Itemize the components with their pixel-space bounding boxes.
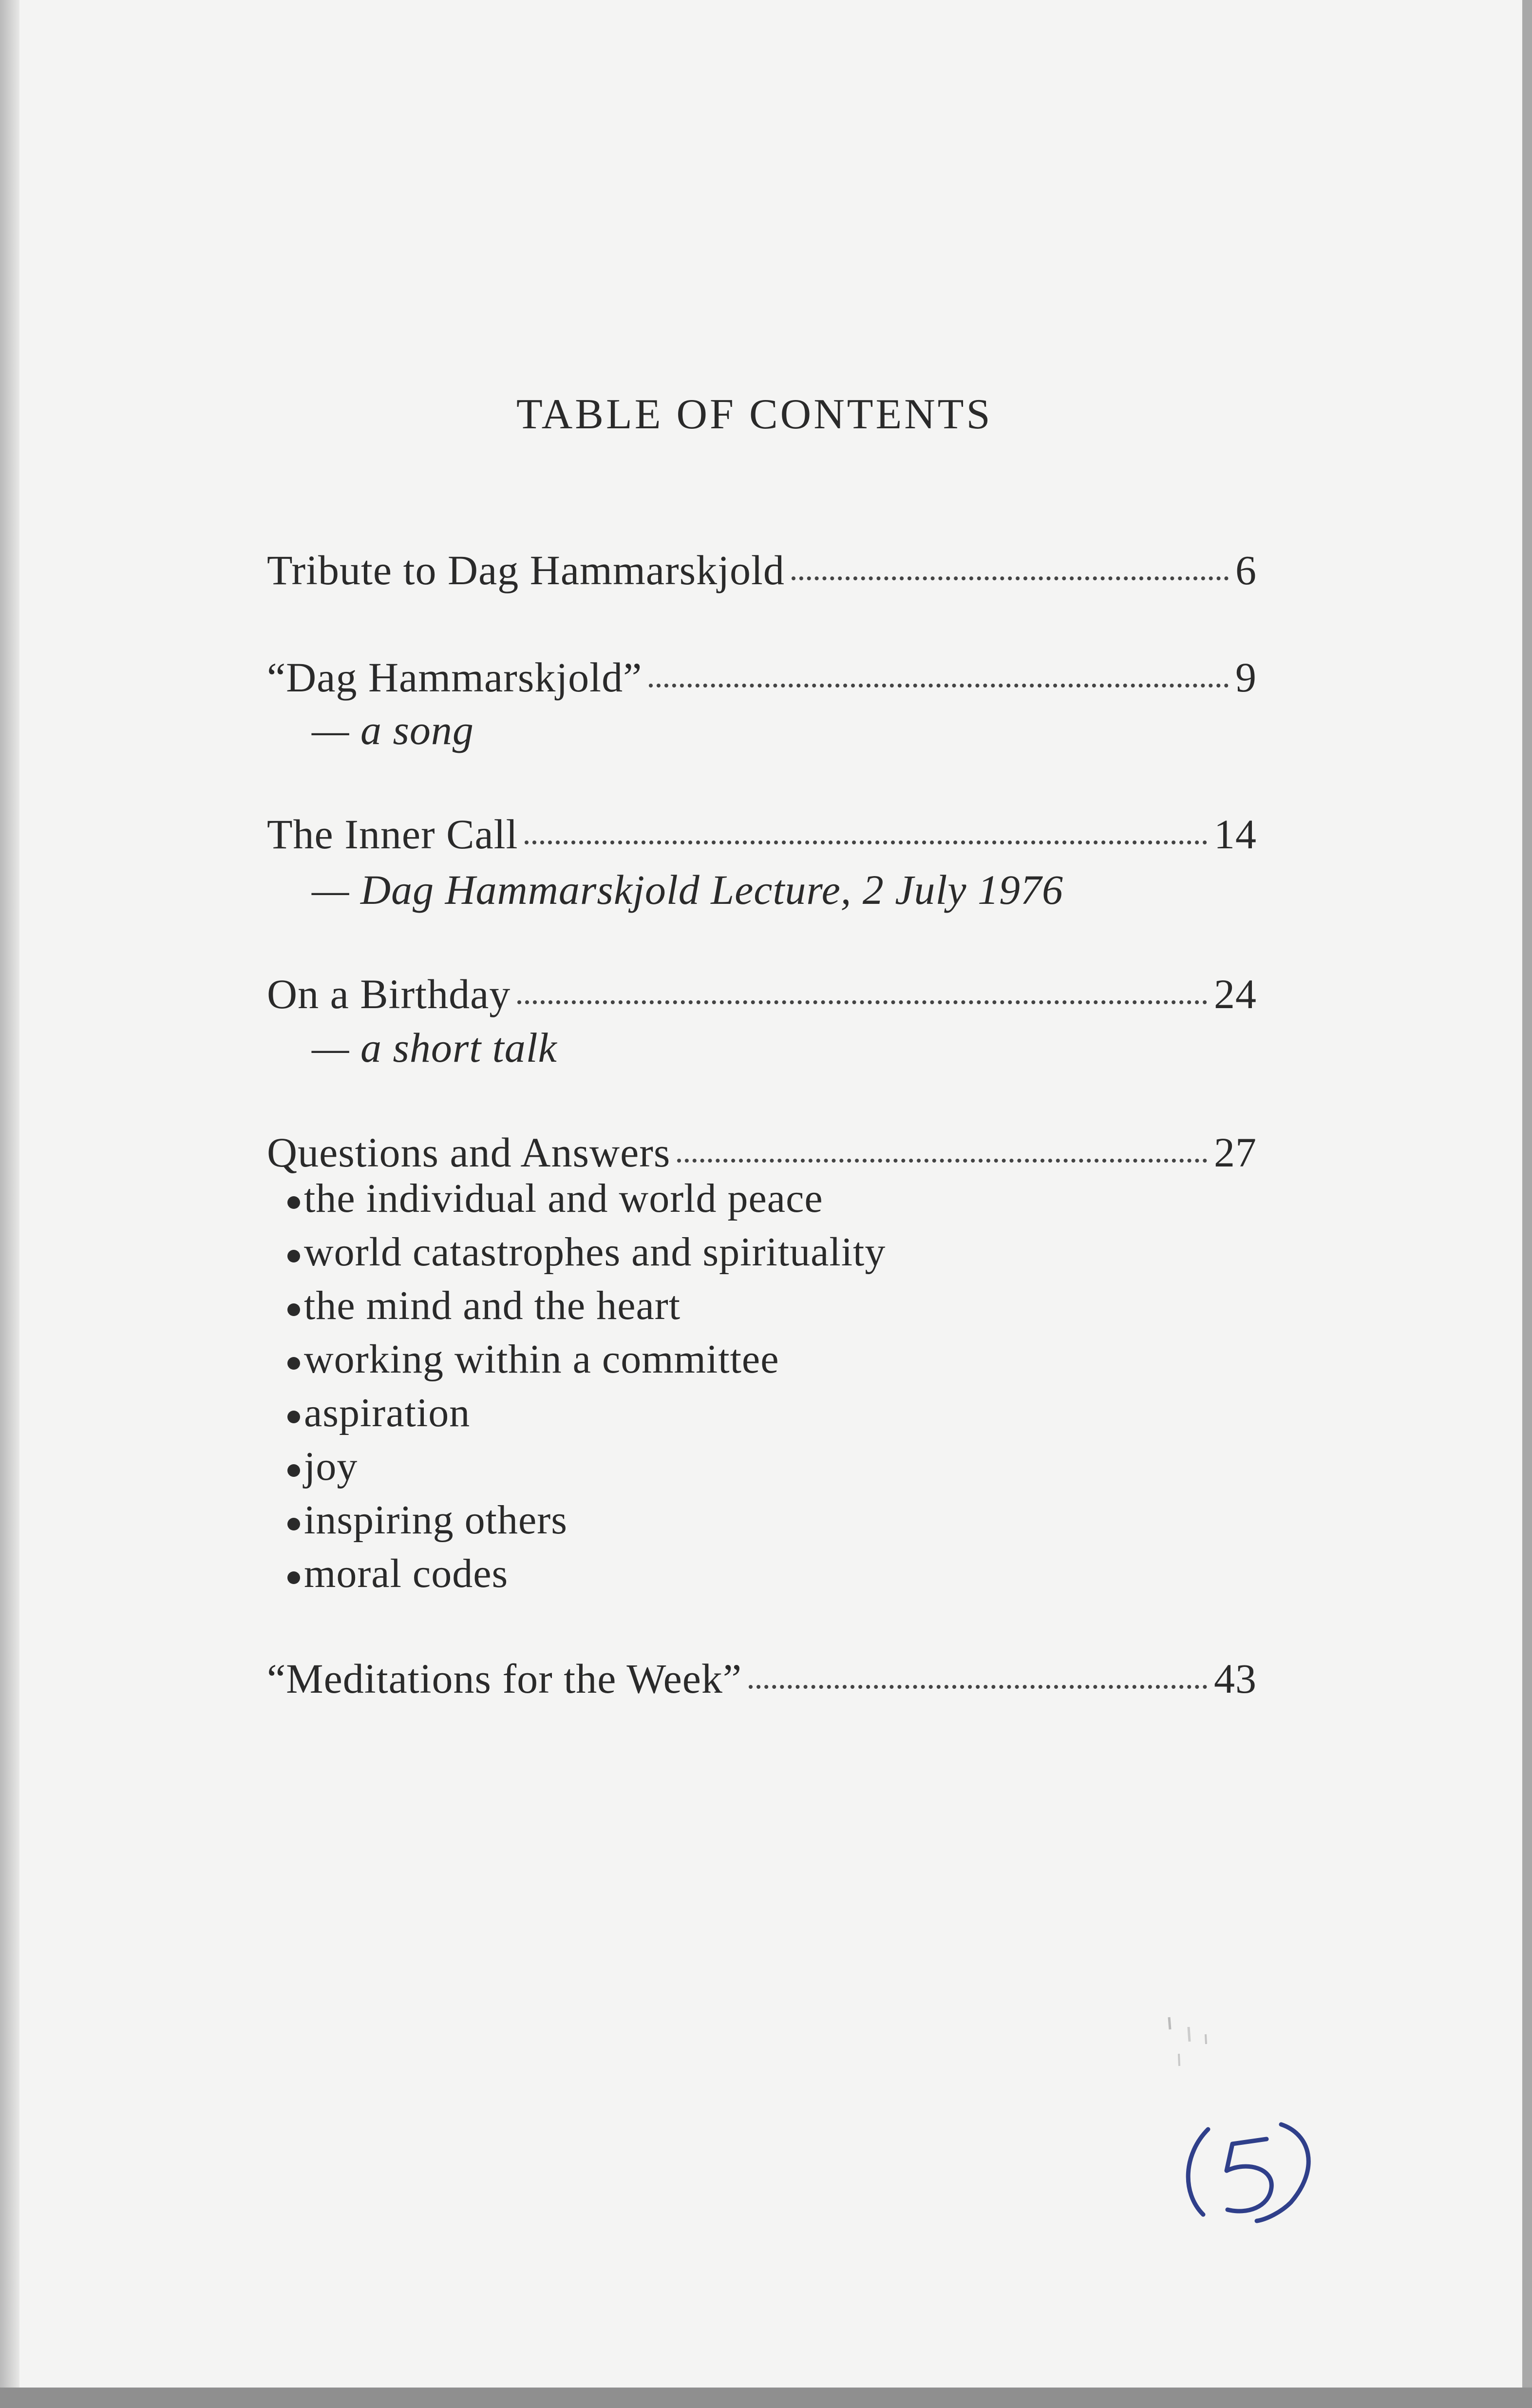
dot-leader: [792, 576, 1229, 580]
toc-entry-label: “Dag Hammarskjold”: [267, 654, 643, 701]
toc-entry-questions: [267, 1128, 1257, 1177]
toc-entry-tribute: [267, 546, 1257, 594]
toc-entry-label: Questions and Answers: [267, 1129, 671, 1176]
topic-text: joy: [304, 1444, 358, 1489]
list-item: [287, 1279, 886, 1333]
topic-text: moral codes: [304, 1551, 509, 1596]
list-item: [287, 1172, 886, 1225]
page-bottom-edge: [0, 2388, 1532, 2408]
bullet-icon: [287, 1464, 300, 1477]
toc-entry-page: 24: [1214, 971, 1257, 1017]
bullet-icon: [287, 1571, 300, 1584]
page-right-edge: [1522, 0, 1532, 2408]
list-item: [287, 1493, 886, 1547]
handwritten-page-mark: [1169, 2110, 1344, 2236]
toc-entry-subtitle: — Dag Hammarskjold Lecture, 2 July 1976: [312, 866, 1064, 913]
page-left-edge-shadow: [0, 0, 19, 2408]
toc-entry-page: 27: [1214, 1129, 1257, 1176]
toc-entry-page: 9: [1235, 654, 1257, 701]
qa-topic-list: [287, 1172, 886, 1601]
bullet-icon: [287, 1196, 300, 1209]
toc-entry-label: “Meditations for the Week”: [267, 1655, 742, 1702]
bullet-icon: [287, 1250, 300, 1262]
scan-specks: [1159, 2007, 1257, 2085]
toc-entry-inner-call: [267, 810, 1257, 859]
toc-entry-page: 43: [1214, 1655, 1257, 1702]
bullet-icon: [287, 1411, 300, 1423]
topic-text: world catastrophes and spirituality: [304, 1229, 886, 1275]
bullet-icon: [287, 1518, 300, 1530]
topic-text: the mind and the heart: [304, 1283, 681, 1328]
list-item: [287, 1225, 886, 1279]
toc-entry-label: The Inner Call: [267, 811, 518, 858]
topic-text: working within a committee: [304, 1337, 779, 1382]
list-item: [287, 1386, 886, 1440]
list-item: [287, 1440, 886, 1493]
topic-text: inspiring others: [304, 1497, 567, 1543]
dot-leader: [749, 1685, 1207, 1689]
toc-entry-meditations: [267, 1654, 1257, 1703]
toc-entry-birthday: [267, 970, 1257, 1018]
toc-entry-subtitle: — a short talk: [312, 1024, 557, 1071]
toc-entry-label: On a Birthday: [267, 971, 511, 1017]
toc-title: TABLE OF CONTENTS: [516, 391, 993, 438]
toc-entry-subtitle: — a song: [312, 707, 474, 753]
toc-entry-page: 6: [1235, 547, 1257, 593]
dot-leader: [525, 841, 1207, 844]
toc-entry-song: [267, 653, 1257, 702]
topic-text: aspiration: [304, 1390, 471, 1435]
topic-text: the individual and world peace: [304, 1176, 823, 1221]
bullet-icon: [287, 1303, 300, 1316]
bullet-icon: [287, 1357, 300, 1370]
toc-entry-label: Tribute to Dag Hammarskjold: [267, 547, 785, 593]
dot-leader: [649, 684, 1229, 688]
list-item: [287, 1547, 886, 1601]
toc-entry-page: 14: [1214, 811, 1257, 858]
list-item: [287, 1333, 886, 1386]
dot-leader: [517, 1000, 1207, 1004]
dot-leader: [677, 1159, 1207, 1163]
